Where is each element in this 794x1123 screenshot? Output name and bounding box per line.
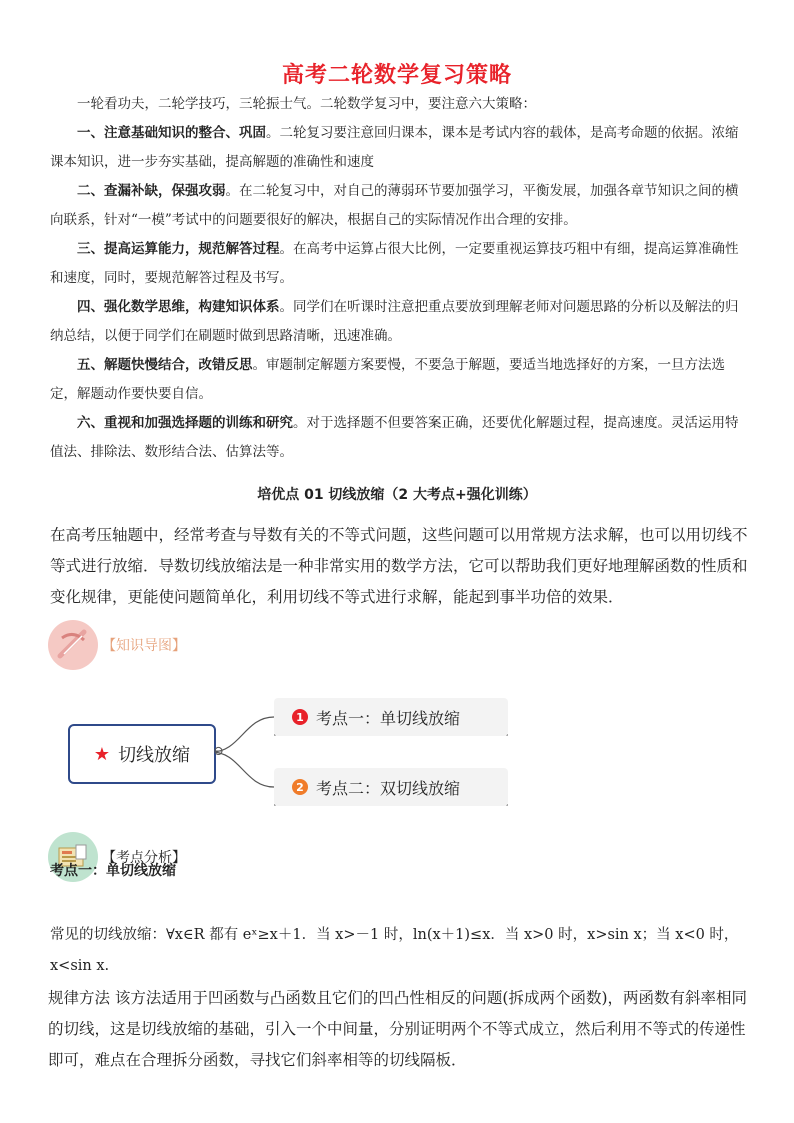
branch-2-label: 考点二：双切线放缩 [316, 778, 461, 798]
pencil-ruler-icon [48, 620, 98, 670]
knowledge-map-header [48, 620, 186, 670]
mind-map [0, 680, 794, 820]
strategy-5: 五、解题快慢结合，改错反思。审题制定解题方案要慢，不要急于解题，要适当地选择好的方案，一旦方法选定，解题动作要快要自信。 [50, 357, 725, 402]
analysis-label: 【考点分析】 [102, 850, 186, 866]
number-badge-2: 2 [292, 779, 308, 795]
lesson-subtitle: 培优点 01 切线放缩（2 大考点+强化训练） [257, 487, 537, 503]
common-tangent-paragraph: 常见的切线放缩：∀x∈R 都有 eˣ≥x＋1．当 x>－1 时，ln(x＋1)≤x．当 x>0 时，x>sin x；当 x<0 时，x<sin x. [50, 927, 739, 974]
intro-paragraph: 在高考压轴题中，经常考查与导数有关的不等式问题，这些问题可以用常规方法求解，也可以用切线不等式进行放缩．导数切线放缩法是一种非常实用的数学方法，它可以帮助我们更好地理解函数的性质和变化规律，更能使问题简单化，利用切线不等式进行求解，能起到事半功倍的效果． [50, 526, 748, 606]
strategy-3: 三、提高运算能力，规范解答过程。在高考中运算占很大比例，一定要重视运算技巧粗中有细，提高运算准确性和速度，同时，要规范解答过程及书写。 [50, 241, 739, 286]
branch-1-label: 考点一：单切线放缩 [316, 708, 461, 728]
intro-lead: 一轮看功夫，二轮学技巧，三轮振士气。二轮数学复习中，要注意六大策略： [77, 96, 536, 112]
mind-map-root-label: 切线放缩 [118, 745, 191, 766]
kp1-title: 考点一：单切线放缩 [50, 863, 176, 879]
strategy-4: 四、强化数学思维，构建知识体系。同学们在听课时注意把重点要放到理解老师对问题思路的分析以及解法的归纳总结，以便于同学们在刷题时做到思路清晰，迅速准确。 [50, 299, 739, 344]
strategy-6: 六、重视和加强选择题的训练和研究。对于选择题不但要答案正确，还要优化解题过程，提高速度。灵活运用特值法、排除法、数形结合法、估算法等。 [50, 415, 739, 460]
mind-map-root[interactable] [68, 724, 216, 784]
strategy-1: 一、注意基础知识的整合、巩固。二轮复习要注意回归课本，课本是考试内容的载体，是高考命题的依据。浓缩课本知识，进一步夯实基础，提高解题的准确性和速度 [50, 125, 739, 170]
collapse-icon[interactable]: ⊖ [213, 744, 224, 759]
intro-section [50, 90, 750, 467]
strategy-2: 二、查漏补缺，保强攻弱。在二轮复习中，对自己的薄弱环节要加强学习，平衡发展，加强各章节知识之间的横向联系，针对“一模”考试中的问题要很好的解决，根据自己的实际情况作出合理的安排。 [50, 183, 739, 228]
knowledge-map-label: 【知识导图】 [102, 638, 186, 654]
mind-map-branch-1[interactable] [274, 698, 508, 736]
page-title: 高考二轮数学复习策略 [281, 63, 512, 88]
star-icon: ★ [93, 743, 111, 765]
mind-map-branch-2[interactable] [274, 768, 508, 806]
method-paragraph: 规律方法 该方法适用于凹函数与凸函数且它们的凹凸性相反的问题(拆成两个函数)，两函数有斜率相同的切线，这是切线放缩的基础，引入一个中间量，分别证明两个不等式成立，然后利用不等式的传递性即可，难点在合理拆分函数，寻找它们斜率相等的切线隔板． [48, 989, 748, 1069]
number-badge-1: 1 [292, 709, 308, 725]
